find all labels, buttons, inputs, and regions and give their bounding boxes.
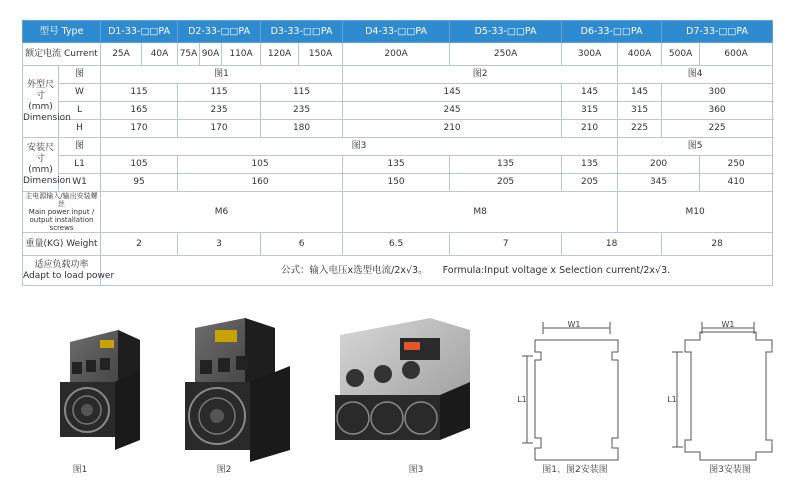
h-cell: 170 (178, 120, 261, 138)
screws-cell: M8 (343, 192, 618, 233)
device-photo-fig3 (335, 318, 470, 440)
l-cell: 165 (101, 102, 178, 120)
screws-label-cn: 主电源输入/输出安装螺丝 (25, 192, 98, 208)
weight-cell: 2 (101, 233, 178, 256)
w-label: W (59, 84, 101, 102)
w1-row (23, 174, 773, 192)
load-label-cn: 适应负载功率 (34, 259, 89, 270)
l1-dimension-label: L1 (517, 395, 527, 404)
w1-dimension-label: W1 (567, 320, 581, 329)
fig-ref: 图2 (343, 66, 618, 84)
w1-cell: 205 (562, 174, 618, 192)
l-cell: 360 (662, 102, 773, 120)
caption-fig2: 图2 (216, 465, 232, 475)
h-cell: 225 (662, 120, 773, 138)
screws-label-en2: output installation screws (29, 216, 94, 232)
weight-cell: 7 (450, 233, 562, 256)
current-cell: 90A (200, 43, 222, 66)
header-row (23, 21, 773, 43)
l1-row (23, 156, 773, 174)
w1-cell: 345 (618, 174, 700, 192)
h-row (23, 120, 773, 138)
h-cell: 170 (101, 120, 178, 138)
weight-cell: 6.5 (343, 233, 450, 256)
load-formula: 公式：输入电压x选型电流/2x√3。 Formula:Input voltage x Selection current/2x√3. (101, 256, 773, 286)
current-cell: 200A (343, 43, 450, 66)
l1-cell: 135 (343, 156, 450, 174)
h-label: H (59, 120, 101, 138)
install-label-en: Dimension (23, 175, 71, 186)
current-cell: 110A (222, 43, 261, 66)
load-row (23, 256, 773, 286)
caption-fig1: 图1 (72, 465, 88, 475)
fig-label: 图 (59, 138, 101, 156)
device-photo-fig1 (60, 330, 140, 450)
caption-install-fig12: 图1、图2安装图 (542, 465, 608, 475)
w-cell: 115 (101, 84, 178, 102)
l-row (23, 102, 773, 120)
spec-table (22, 20, 773, 286)
caption-install-fig3: 图3安装图 (709, 465, 751, 475)
w1-cell: 95 (101, 174, 178, 192)
model-d5: D5-33-□□PA (450, 21, 562, 43)
w-row (23, 84, 773, 102)
fig-ref: 图1 (101, 66, 343, 84)
current-cell: 40A (142, 43, 178, 66)
install-label-unit: (mm) (28, 164, 53, 175)
current-cell: 250A (450, 43, 562, 66)
w1-dimension-label: W1 (721, 320, 735, 329)
l-cell: 235 (261, 102, 343, 120)
w-cell: 115 (261, 84, 343, 102)
w1-label: W1 (59, 174, 101, 192)
w-cell: 115 (178, 84, 261, 102)
model-d4: D4-33-□□PA (343, 21, 450, 43)
weight-cell: 28 (662, 233, 773, 256)
current-cell: 500A (662, 43, 700, 66)
screws-row (23, 192, 773, 233)
weight-label: 重量(KG) Weight (23, 233, 101, 256)
w-cell: 145 (618, 84, 662, 102)
dimension-label-cn: 外型尺寸 (26, 79, 54, 101)
fig-ref: 图5 (618, 138, 773, 156)
screws-cell: M6 (101, 192, 343, 233)
w-cell: 145 (343, 84, 562, 102)
current-cell: 25A (101, 43, 142, 66)
h-cell: 225 (618, 120, 662, 138)
w1-cell: 410 (700, 174, 773, 192)
dimension-fig-row (23, 66, 773, 84)
weight-cell: 3 (178, 233, 261, 256)
h-cell: 210 (343, 120, 562, 138)
screws-label-en1: Main power input / (28, 208, 95, 216)
l1-dimension-label: L1 (667, 395, 677, 404)
w1-cell: 150 (343, 174, 450, 192)
install-drawing-fig3 (672, 322, 772, 460)
l1-cell: 250 (700, 156, 773, 174)
weight-cell: 18 (562, 233, 662, 256)
install-label (23, 138, 71, 192)
w-cell: 300 (662, 84, 773, 102)
current-cell: 120A (261, 43, 299, 66)
weight-row (23, 233, 773, 256)
device-photo-fig2 (185, 318, 290, 462)
model-d2: D2-33-□□PA (178, 21, 261, 43)
dimension-label (23, 66, 71, 138)
load-label (23, 256, 115, 286)
l1-cell: 105 (178, 156, 343, 174)
screws-cell: M10 (618, 192, 773, 233)
dimension-label-unit: (mm) (28, 101, 53, 112)
model-d1: D1-33-□□PA (101, 21, 178, 43)
install-label-cn: 安装尺寸 (26, 142, 54, 164)
w-cell: 145 (562, 84, 618, 102)
install-fig-row (23, 138, 773, 156)
current-cell: 600A (700, 43, 773, 66)
install-drawing-fig12 (522, 322, 618, 460)
model-d7: D7-33-□□PA (662, 21, 773, 43)
l-label: L (59, 102, 101, 120)
l1-cell: 135 (562, 156, 618, 174)
w1-cell: 160 (178, 174, 343, 192)
l-cell: 315 (618, 102, 662, 120)
l1-label: L1 (59, 156, 101, 174)
current-cell: 150A (299, 43, 343, 66)
fig-ref: 图3 (101, 138, 618, 156)
dimension-label-en: Dimension (23, 112, 71, 123)
l1-cell: 135 (450, 156, 562, 174)
current-row (23, 43, 773, 66)
model-d6: D6-33-□□PA (562, 21, 662, 43)
w1-cell: 205 (450, 174, 562, 192)
fig-label: 图 (59, 66, 101, 84)
h-cell: 210 (562, 120, 618, 138)
fig-ref: 图4 (618, 66, 773, 84)
screws-label (23, 192, 101, 233)
model-d3: D3-33-□□PA (261, 21, 343, 43)
current-label: 额定电流 Current (23, 43, 101, 66)
h-cell: 180 (261, 120, 343, 138)
l-cell: 235 (178, 102, 261, 120)
weight-cell: 6 (261, 233, 343, 256)
caption-fig3: 图3 (408, 465, 424, 475)
current-cell: 300A (562, 43, 618, 66)
current-cell: 400A (618, 43, 662, 66)
type-header: 型号 Type (23, 21, 101, 43)
l-cell: 315 (562, 102, 618, 120)
l-cell: 245 (343, 102, 562, 120)
l1-cell: 200 (618, 156, 700, 174)
l1-cell: 105 (101, 156, 178, 174)
load-label-en: Adapt to load power (23, 270, 115, 281)
current-cell: 75A (178, 43, 200, 66)
